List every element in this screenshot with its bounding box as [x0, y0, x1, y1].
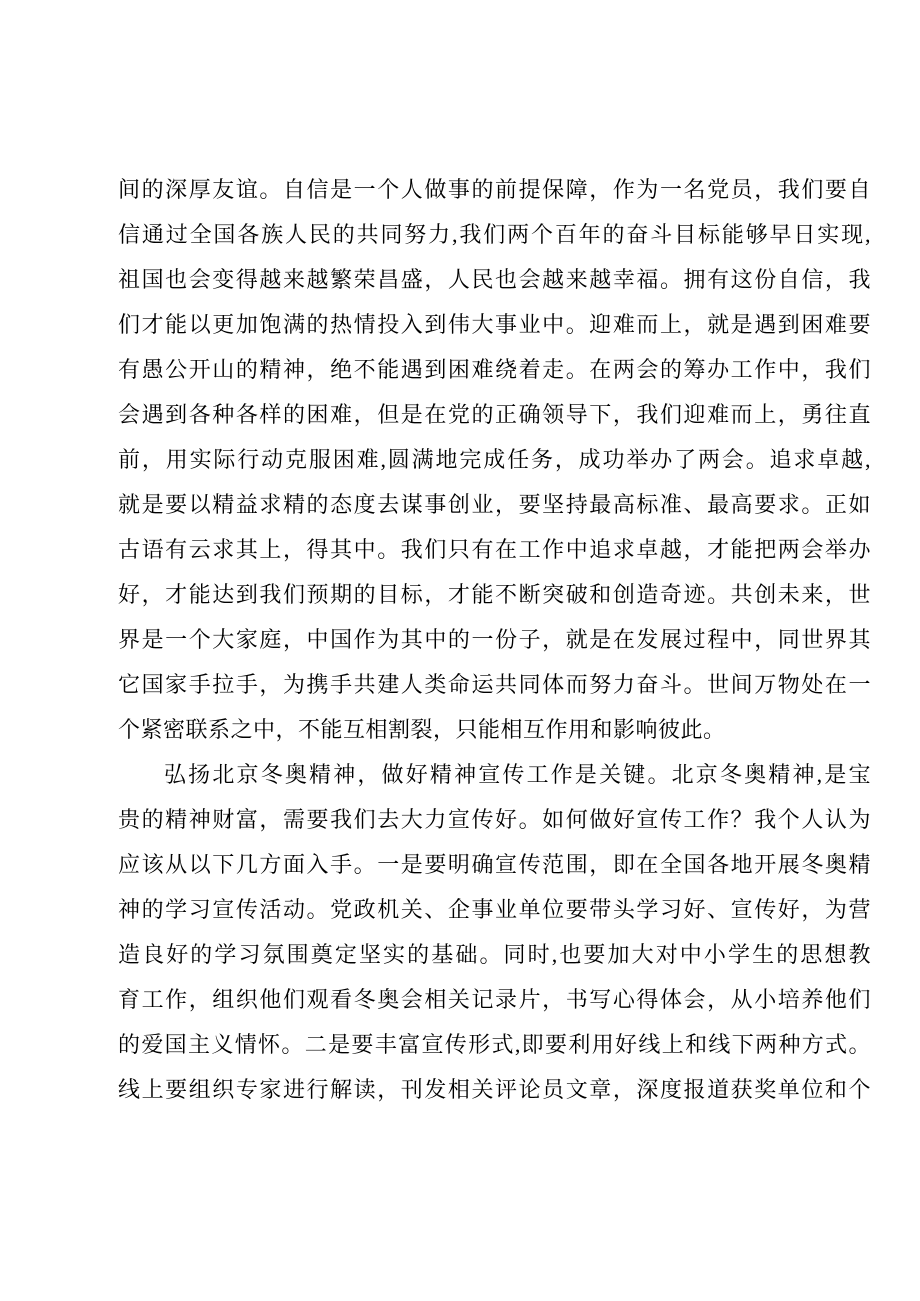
text-line: 界是一个大家庭，中国作为其中的一份子，就是在发展过程中，同世界其 — [118, 627, 871, 652]
text-line: 古语有云求其上，得其中。我们只有在工作中追求卓越，才能把两会举办 — [118, 537, 871, 562]
text-line: 好，才能达到我们预期的目标，才能不断突破和创造奇迹。共创未来，世 — [118, 582, 871, 607]
text-line: 间的深厚友谊。自信是一个人做事的前提保障，作为一名党员，我们要自 — [118, 177, 871, 202]
text-line: 它国家手拉手，为携手共建人类命运共同体而努力奋斗。世间万物处在一 — [118, 672, 871, 697]
text-line: 信通过全国各族人民的共同努力,我们两个百年的奋斗目标能够早日实现, — [118, 222, 871, 247]
text-line: 们才能以更加饱满的热情投入到伟大事业中。迎难而上，就是遇到困难要 — [118, 312, 871, 337]
text-line: 的爱国主义情怀。二是要丰富宣传形式,即要利用好线上和线下两种方式。 — [118, 1032, 871, 1057]
text-line: 应该从以下几方面入手。一是要明确宣传范围，即在全国各地开展冬奥精 — [118, 852, 871, 877]
text-line: 有愚公开山的精神，绝不能遇到困难绕着走。在两会的筹办工作中，我们 — [118, 357, 871, 382]
text-line: 弘扬北京冬奥精神，做好精神宣传工作是关键。北京冬奥精神,是宝 — [164, 762, 871, 787]
text-line: 个紧密联系之中，不能互相割裂，只能相互作用和影响彼此。 — [118, 717, 726, 742]
text-line: 就是要以精益求精的态度去谋事创业，要坚持最高标准、最高要求。正如 — [118, 492, 871, 517]
text-line: 神的学习宣传活动。党政机关、企事业单位要带头学习好、宣传好，为营 — [118, 897, 871, 922]
document-body — [118, 167, 871, 1112]
text-line: 会遇到各种各样的困难，但是在党的正确领导下，我们迎难而上，勇往直 — [118, 402, 871, 427]
text-line: 线上要组织专家进行解读，刊发相关评论员文章，深度报道获奖单位和个 — [118, 1077, 871, 1102]
text-line: 贵的精神财富，需要我们去大力宣传好。如何做好宣传工作？我个人认为 — [118, 807, 871, 832]
text-line: 前，用实际行动克服困难,圆满地完成任务，成功举办了两会。追求卓越, — [118, 447, 871, 472]
text-line: 祖国也会变得越来越繁荣昌盛，人民也会越来越幸福。拥有这份自信，我 — [118, 267, 871, 292]
text-line: 育工作，组织他们观看冬奥会相关记录片，书写心得体会，从小培养他们 — [118, 987, 871, 1012]
text-line: 造良好的学习氛围奠定坚实的基础。同时,也要加大对中小学生的思想教 — [118, 942, 871, 967]
